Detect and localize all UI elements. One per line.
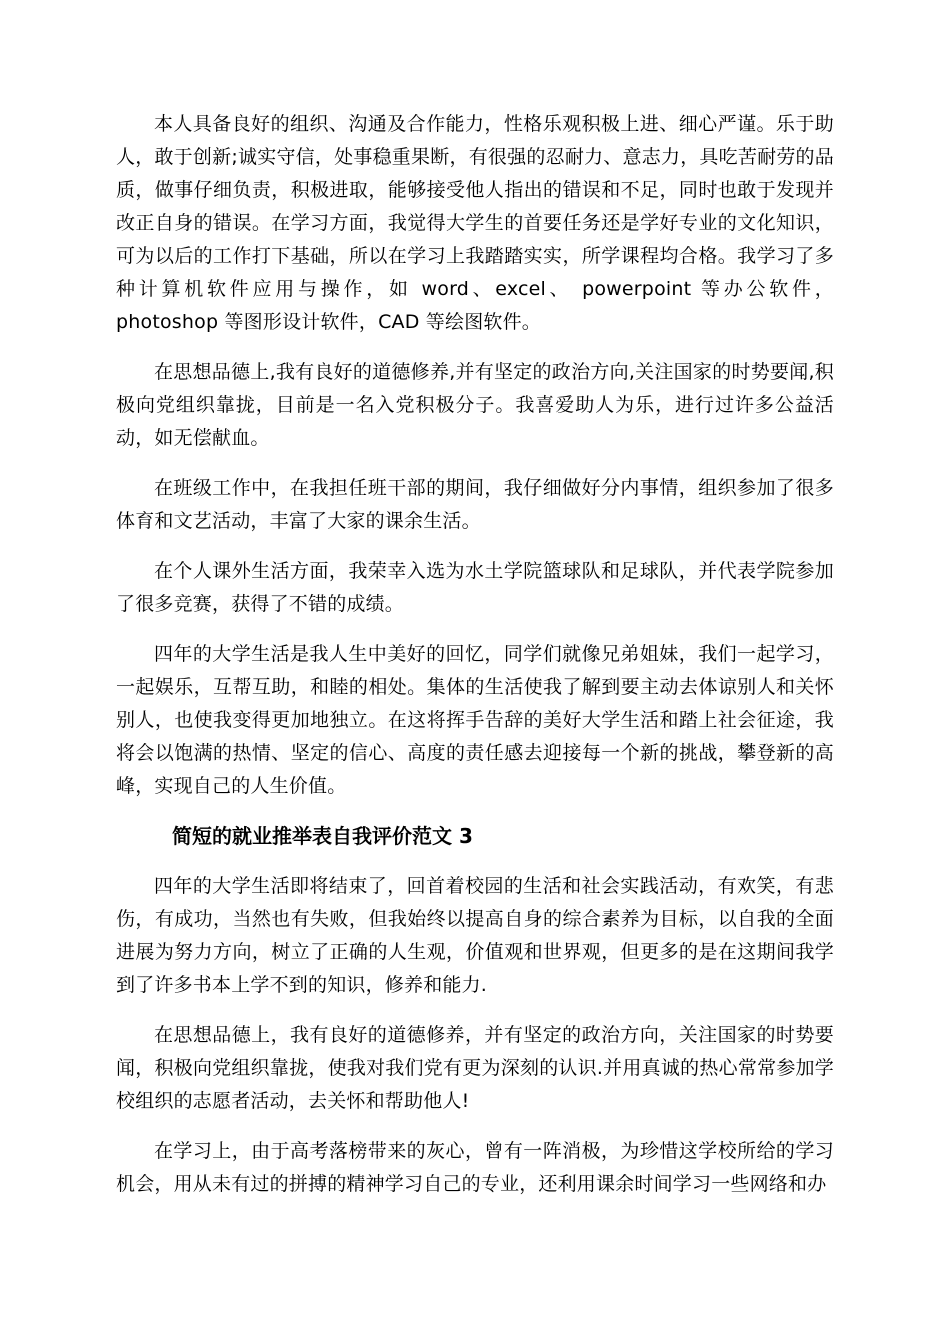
section-heading: 简短的就业推举表自我评价范文 3 <box>172 824 473 848</box>
paragraph-abilities: 本人具备良好的组织、沟通及合作能力，性格乐观积极上进、细心严谨。乐于助人，敢于创新;诚实守信，处事稳重果断，有很强的忍耐力、意志力，具吃苦耐劳的品质，做事仔细负责，积极进取，能够接受他人指出的错误和不足，同时也敢于发现并改正自身的错误。在学习方面，我觉得大学生的首要任务还是学好专业的文化知识，可为以后的工作打下基础，所以在学习上我踏踏实实，所学课程均合格。我学习了多种计算机软件应用与操作，如 word、excel、 powerpoint 等办公软件，photoshop 等图形设计软件，CAD 等绘图软件。 <box>116 113 834 333</box>
paragraph-class-work: 在班级工作中，在我担任班干部的期间，我仔细做好分内事情，组织参加了很多体育和文艺活动，丰富了大家的课余生活。 <box>116 477 834 532</box>
paragraph-university-life: 四年的大学生活是我人生中美好的回忆，同学们就像兄弟姐妹，我们一起学习，一起娱乐，互帮互助，和睦的相处。集体的生活使我了解到要主动去体谅别人和关怀别人，也使我变得更加地独立。在这将挥手告辞的美好大学生活和踏上社会征途，我将会以饱满的热情、坚定的信心、高度的责任感去迎接每一个新的挑战，攀登新的高峰，实现自己的人生价值。 <box>116 643 834 797</box>
paragraph-moral-character-2: 在思想品德上，我有良好的道德修养，并有坚定的政治方向，关注国家的时势要闻，积极向党组织靠拢，使我对我们党有更为深刻的认识.并用真诚的热心常常参加学校组织的志愿者活动，去关怀和帮助他人! <box>116 1024 834 1112</box>
paragraph-four-years: 四年的大学生活即将结束了，回首着校园的生活和社会实践活动，有欢笑，有悲伤，有成功，当然也有失败，但我始终以提高自身的综合素养为目标，以自我的全面进展为努力方向，树立了正确的人生观，价值观和世界观，但更多的是在这期间我学到了许多书本上学不到的知识，修养和能力. <box>116 875 834 996</box>
paragraph-extracurricular: 在个人课外生活方面，我荣幸入选为水土学院篮球队和足球队，并代表学院参加了很多竞赛，获得了不错的成绩。 <box>116 560 834 615</box>
paragraph-moral-character: 在思想品德上,我有良好的道德修养,并有坚定的政治方向,关注国家的时势要闻,积极向党组织靠拢，目前是一名入党积极分子。我喜爱助人为乐，进行过许多公益活动，如无偿献血。 <box>116 361 834 449</box>
paragraph-study: 在学习上，由于高考落榜带来的灰心，曾有一阵消极，为珍惜这学校所给的学习机会，用从未有过的拼搏的精神学习自己的专业，还利用课余时间学习一些网络和办 <box>116 1140 834 1195</box>
